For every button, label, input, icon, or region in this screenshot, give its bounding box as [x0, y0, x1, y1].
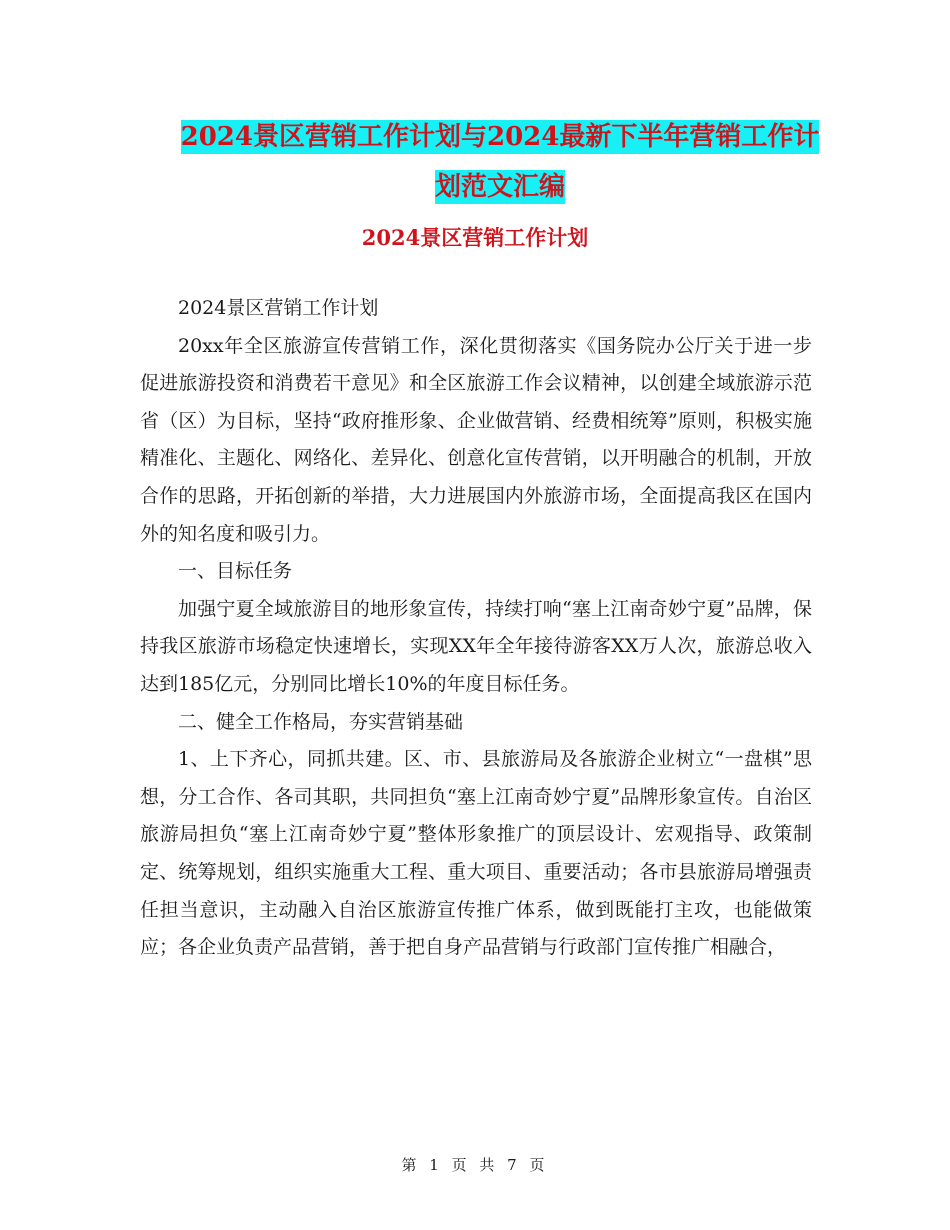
section-heading: 2024景区营销工作计划	[361, 225, 589, 250]
paragraph: 二、健全工作格局，夯实营销基础	[178, 710, 464, 733]
title-line-2: 划范文汇编	[434, 172, 565, 202]
paragraph: 20xx年全区旅游宣传营销工作，深化贯彻落实《国务院办公厅关于进一步促进旅游投资和消费若干意见》和全区旅游工作会议精神，以创建全域旅游示范省（区）为目标，坚持“政府推形象、企业做营销、经费相统筹”原则，积极实施精准化、主题化、网络化、差异化、创意化宣传营销，以开明融合的机制，开放合作的思路，开拓创新的举措，大力进展国内外旅游市场，全面提高我区在国内外的知名度和吸引力。	[140, 334, 812, 545]
paragraph: 2024景区营销工作计划	[178, 297, 379, 319]
paragraph: 加强宁夏全域旅游目的地形象宣传，持续打响“塞上江南奇妙宁夏”品牌，保持我区旅游市场稳定快速增长，实现XX年全年接待游客XX万人次，旅游总收入达到185亿元，分别同比增长10%的年度目标任务。	[140, 597, 812, 695]
paragraph: 一、目标任务	[178, 560, 293, 583]
title-line-1: 2024景区营销工作计划与2024最新下半年营销工作计	[180, 122, 820, 152]
paragraph: 1、上下齐心，同抓共建。区、市、县旅游局及各旅游企业树立“一盘棋”思想，分工合作、各司其职，共同担负“塞上江南奇妙宁夏”品牌形象宣传。自治区旅游局担负“塞上江南奇妙宁夏”整体形象推广的顶层设计、宏观指导、政策制定、统筹规划，组织实施重大工程、重大项目、重要活动；各市县旅游局增强责任担当意识，主动融入自治区旅游宣传推广体系，做到既能打主攻，也能做策应；各企业负责产品营销，善于把自身产品营销与行政部门宣传推广相融合，	[140, 748, 812, 959]
document-body	[140, 290, 812, 967]
page-footer: 第 1 页 共 7 页	[401, 1156, 549, 1174]
document-title	[140, 112, 860, 212]
